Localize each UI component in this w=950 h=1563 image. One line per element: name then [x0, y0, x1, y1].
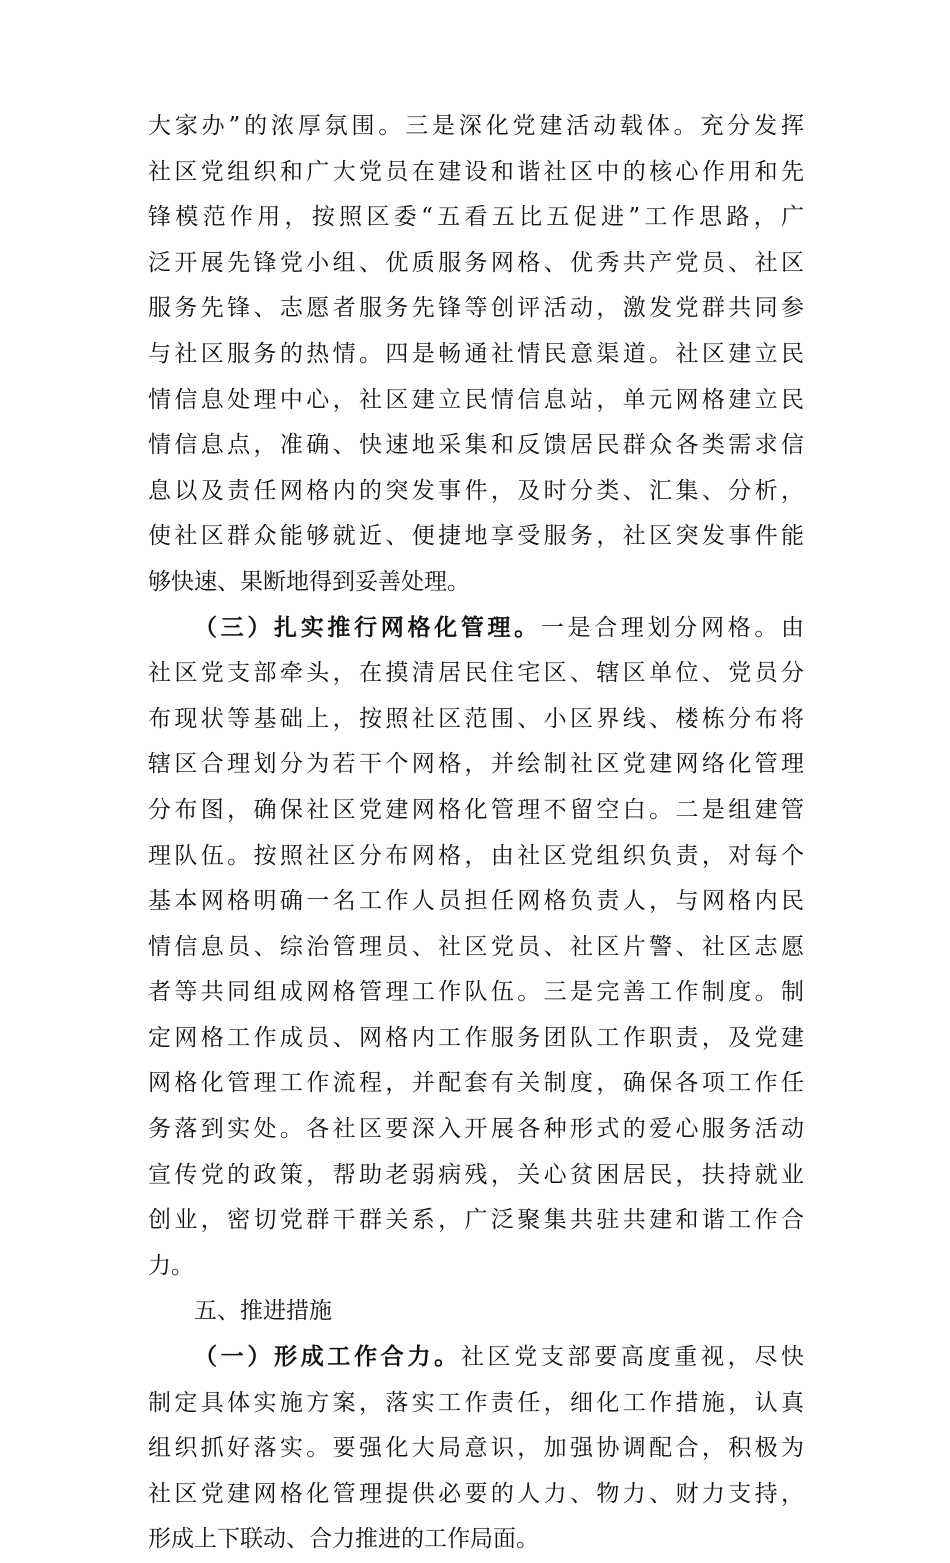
- text-line: 社区党组织和广大党员在建设和谐社区中的核心作用和先: [148, 158, 804, 185]
- text-line: 布现状等基础上，按照社区范围、小区界线、楼栋分布将: [148, 705, 804, 732]
- text-line: 情信息点，准确、快速地采集和反馈居民群众各类需求信: [148, 432, 804, 459]
- text-line: 网格化管理工作流程，并配套有关制度，确保各项工作任: [148, 1070, 804, 1097]
- text-line: 使社区群众能够就近、便捷地享受服务，社区突发事件能: [148, 523, 804, 550]
- text-line: 务落到实处。各社区要深入开展各种形式的爱心服务活动: [148, 1116, 804, 1143]
- text-line: 制定具体实施方案，落实工作责任，细化工作措施，认真: [148, 1389, 804, 1416]
- text-run: 一是合理划分网格。由: [540, 614, 804, 641]
- text-line: 形成上下联动、合力推进的工作局面。: [148, 1526, 539, 1553]
- text-line: 辖区合理划分为若干个网格，并绘制社区党建网络化管理: [148, 751, 804, 778]
- paragraph-working-synergy: [148, 1335, 804, 1563]
- text-line: 够快速、果断地得到妥善处理。: [148, 568, 470, 595]
- text-line: 大家办”的浓厚氛围。三是深化党建活动载体。充分发挥: [148, 113, 804, 139]
- text-line: 社区党建网格化管理提供必要的人力、物力、财力支持，: [148, 1480, 804, 1507]
- text-line: 社区党支部牵头，在摸清居民住宅区、辖区单位、党员分: [148, 660, 804, 687]
- text-line: 组织抓好落实。要强化大局意识，加强协调配合，积极为: [148, 1435, 804, 1462]
- document-body: [148, 104, 804, 1563]
- text-line: 与社区服务的热情。四是畅通社情民意渠道。社区建立民: [148, 340, 804, 367]
- paragraph-community-activities: [148, 104, 804, 606]
- text-run: 社区党支部要高度重视，尽快: [460, 1344, 804, 1371]
- text-line: 息以及责任网格内的突发事件，及时分类、汇集、分析，: [148, 477, 804, 504]
- section-heading: 五、推进措施: [194, 1298, 332, 1325]
- text-line: 者等共同组成网格管理工作队伍。三是完善工作制度。制: [148, 979, 804, 1006]
- paragraph-first-line: [148, 606, 804, 652]
- text-line: 理队伍。按照社区分布网格，由社区党组织负责，对每个: [148, 842, 804, 869]
- text-line: 情信息处理中心，社区建立民情信息站，单元网格建立民: [148, 386, 804, 413]
- text-line: 服务先锋、志愿者服务先锋等创评活动，激发党群共同参: [148, 295, 804, 322]
- text-line: 锋模范作用，按照区委“五看五比五促进”工作思路，广: [148, 204, 804, 231]
- text-line: 创业，密切党群干群关系，广泛聚集共驻共建和谐工作合: [148, 1207, 804, 1234]
- text-line: 宣传党的政策，帮助老弱病残，关心贫困居民，扶持就业: [148, 1161, 804, 1188]
- text-line: 情信息员、综治管理员、社区党员、社区片警、社区志愿: [148, 933, 804, 960]
- paragraph-lead-heading: （三）扎实推行网格化管理。: [194, 614, 541, 641]
- text-line: 分布图，确保社区党建网格化管理不留空白。二是组建管: [148, 796, 804, 823]
- text-line: 泛开展先锋党小组、优质服务网格、优秀共产党员、社区: [148, 249, 804, 276]
- text-line: 定网格工作成员、网格内工作服务团队工作职责，及党建: [148, 1024, 804, 1051]
- text-line: 基本网格明确一名工作人员担任网格负责人，与网格内民: [148, 888, 804, 915]
- text-line: 力。: [148, 1252, 194, 1279]
- paragraph-lead-heading: （一）形成工作合力。: [194, 1344, 461, 1371]
- paragraph-first-line: [148, 1335, 804, 1381]
- paragraph-grid-management: [148, 606, 804, 1290]
